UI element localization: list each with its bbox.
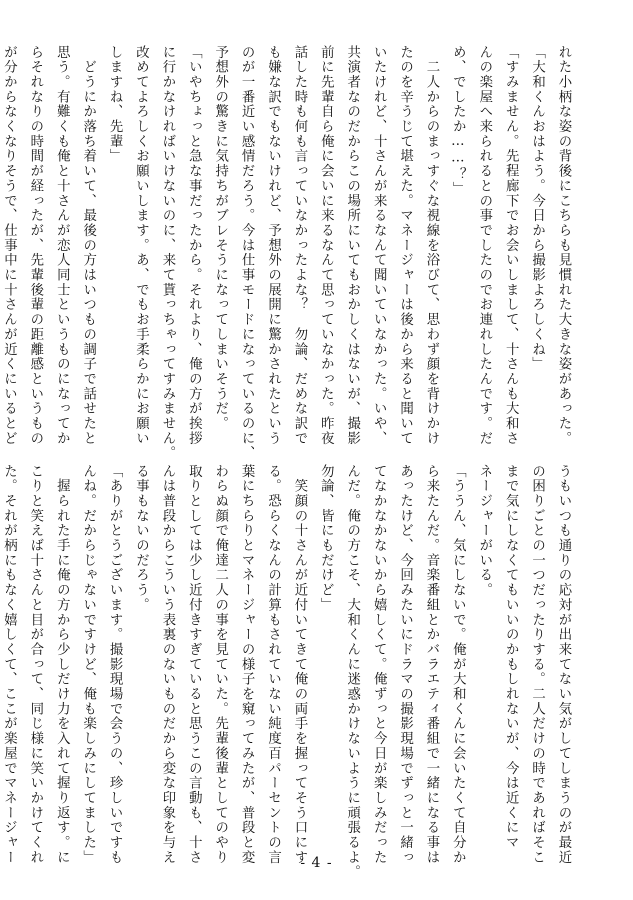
text-line: が分からなくなりそうで、仕事中に十さんが近くにいるとど [1,45,17,446]
text-line: 話した時も何も言っていなかったよな？ 勿論、だめな訳で [291,45,307,446]
text-line: しますね、先輩」 [107,45,123,164]
text-line: 予想外の驚きに気持ちがブレそうになってしまいそうだ。 [212,45,228,432]
text-line: ら来たんだ。音楽番組とかバラエティ番組で一緒になる事は [423,464,439,865]
text-line: のが一番近い感情だろう。今は仕事モードになっているのに、 [239,45,255,461]
text-line: たのを辛うじて堪えた。マネージャーは後から来ると聞いて [397,45,413,446]
text-line: る事もないのだろう。 [133,464,149,613]
text-line: め、でしたか……？」 [450,45,466,197]
text-line: わらぬ顔で俺達二人の事を見ていた。先輩後輩としてのやり [212,464,228,865]
text-line: 取りとしては少し近付きすぎていると思うこの言動も、十さ [186,464,202,865]
page-number: - 4 - [300,855,333,871]
text-line: 笑顔の十さんが近付いてきて俺の両手を握ってそう口にす [291,464,307,865]
text-line: てなかなかないから嬉しくて。俺ずっと今日が楽しみだった [371,464,387,865]
text-line: も嫌な訳でもないけれど、予想外の展開に驚かされたという [265,45,281,446]
text-line: 共演者なのだからこの場所にいてもおかしくはないが、撮影 [344,45,360,446]
text-line: れた小柄な姿の背後にこちらも見慣れた大きな姿があった。 [556,45,571,446]
text-line: 「ありがとうございます。撮影現場で会うの、珍しいですも [107,464,123,865]
text-line: 葉にちらりとマネージャーの様子を窺ってみたが、普段と変 [239,464,255,865]
text-line: んね。だからじゃないですけど、俺も楽しみにしてました」 [80,464,96,865]
text-line: うもいつも通りの応対が出来てない気がしてしまうのが最近 [556,464,571,865]
text-line: 思う。有難くも俺と十さんが恋人同士というものになってか [54,45,70,446]
text-line: んだ。俺の方こそ、大和くんに迷惑かけないように頑張るよ。 [344,464,360,880]
text-line: んの楽屋へ来られるとの事でしたのでお連れしたんです。だ [476,45,492,446]
upper-text-block [1,45,576,461]
text-line: らそれなりの時間が経ったが、先輩後輩の距離感というもの [27,45,43,446]
text-line: 勿論、皆にもだけど」 [318,464,334,613]
text-line: まで気にしなくてもいいのかもしれないが、今は近くにマ [503,464,519,851]
text-line: に行かなければいけないのに、来て貰っちゃってすみません。 [159,45,175,461]
text-line: 「いやちょっと急な事だったから。それより、俺の方が挨拶 [186,45,202,446]
text-line: 「すみません。先程廊下でお会いしまして、十さんも大和さ [503,45,519,446]
text-line: 二人からのまっすぐな視線を浴びて、思わず顔を背けかけ [423,45,439,446]
text-line: 握られた手に俺の方から少しだけ力を入れて握り返す。に [54,464,70,865]
text-line: 「大和くんおはよう。今日から撮影よろしくね」 [529,45,545,372]
text-line: こりと笑えば十さんと目が合って、同じ様に笑いかけてくれ [27,464,43,865]
text-line: る。恐らくなんの計算もされていない純度百パーセントの言 [265,464,281,865]
text-line: どうにか落ち着いて、最後の方はいつもの調子で話せたと [80,45,96,446]
text-line: いたけれど、十さんが来るなんて聞いていなかった。いや、 [371,45,387,446]
text-line: 「ううん、気にしないで。俺が大和くんに会いたくて自分か [450,464,466,865]
text-line: の困りごとの一つだったりする。二人だけの時であればそこ [529,464,545,865]
text-line: んは普段からこういう表裏のないものだから変な印象を与え [159,464,175,865]
text-line: 改めてよろしくお願いします。あ、でもお手柔らかにお願い [133,45,149,446]
text-line: 前に先輩自ら俺に会いに来るなんて思っていなかった。昨夜 [318,45,334,446]
text-line: ネージャーがいる。 [476,464,492,598]
lower-text-block [1,464,576,880]
text-line: あったけど、今回みたいにドラマの撮影現場でずっと一緒っ [397,464,413,865]
text-line: た。それが柄にもなく嬉しくて、ここが楽屋でマネージャー [1,464,17,865]
